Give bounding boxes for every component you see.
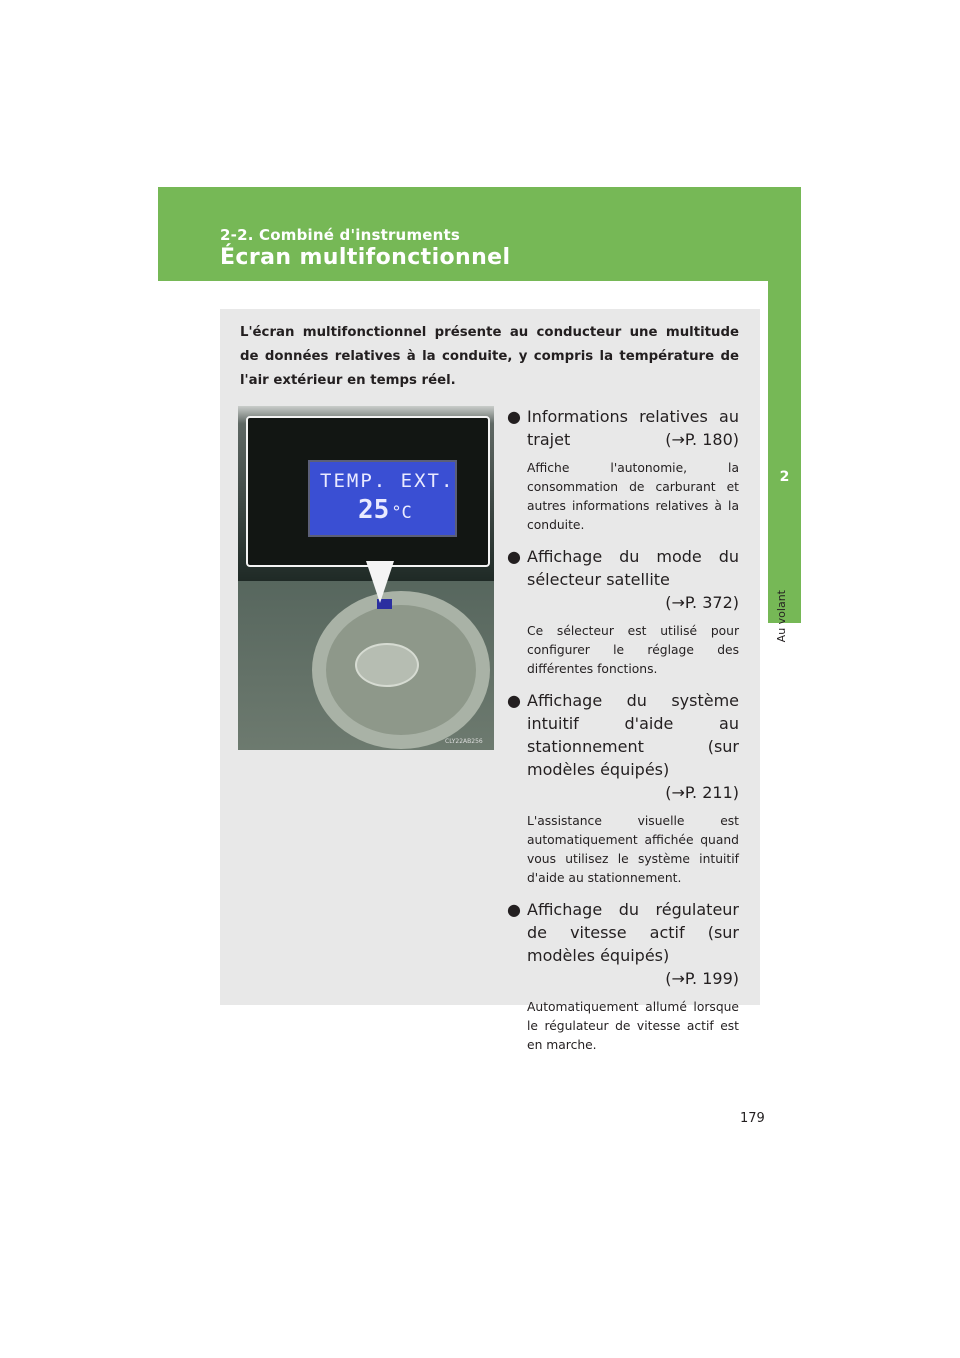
content-panel xyxy=(220,309,760,1052)
temperature-value: 25 xyxy=(358,495,390,525)
item-description: Automatiquement allumé lorsque le régulateur de vitesse actif est en marche. xyxy=(527,1000,739,1052)
item-description: Ce sélecteur est utilisé pour configurer le réglage des différentes fonctions. xyxy=(527,624,739,676)
callout-pointer xyxy=(366,561,394,603)
figure-code: CLY22AB256 xyxy=(445,738,483,745)
item-title xyxy=(507,405,739,451)
temperature-unit: °C xyxy=(391,503,412,523)
item-title xyxy=(507,689,739,804)
page-number: 179 xyxy=(740,1111,765,1126)
header-band xyxy=(158,187,801,281)
display-callout xyxy=(246,416,490,567)
page-reference-link[interactable]: (→P. 199) xyxy=(665,969,739,988)
chapter-label: Au volant xyxy=(775,590,788,643)
steering-hub xyxy=(355,643,419,687)
item-description: Affiche l'autonomie, la consommation de carburant et autres informations relatives à la conduite. xyxy=(527,461,739,532)
bullet-icon: ● xyxy=(507,547,521,566)
page-reference-link[interactable]: (→P. 180) xyxy=(665,430,739,449)
item-title xyxy=(507,898,739,990)
intro-paragraph: L'écran multifonctionnel présente au conducteur une multitude de données relatives à la conduite, y compris la température de l'air extérieur en temps réel. xyxy=(240,325,739,388)
item-title-text: Affichage du mode du sélecteur satellite xyxy=(527,547,739,589)
feature-list xyxy=(507,405,739,1065)
item-title-text: Affichage du système intuitif d'aide au stationnement (sur modèles équipés) xyxy=(527,691,739,779)
list-item xyxy=(507,898,739,1055)
section-label: 2-2. Combiné d'instruments xyxy=(220,226,461,244)
item-title-text: Affichage du régulateur de vitesse actif (sur modèles équipés) xyxy=(527,900,739,965)
page-title: Écran multifonctionnel xyxy=(220,245,511,270)
dashboard-illustration xyxy=(238,406,494,750)
chapter-number: 2 xyxy=(779,469,790,485)
bullet-icon: ● xyxy=(507,407,521,426)
display-label: TEMP. EXT. xyxy=(320,470,455,492)
list-item xyxy=(507,689,739,888)
bullet-icon: ● xyxy=(507,900,521,919)
chapter-tab xyxy=(768,281,801,623)
item-description: L'assistance visuelle est automatiquement affichée quand vous utilisez le système intuitif d'aide au stationnement. xyxy=(527,814,739,885)
item-title xyxy=(507,545,739,614)
item-title-text: Informations relatives au trajet xyxy=(527,407,739,449)
page-reference-link[interactable]: (→P. 372) xyxy=(665,593,739,612)
page-reference-link[interactable]: (→P. 211) xyxy=(665,783,739,802)
display-temperature xyxy=(358,495,412,525)
multi-info-display xyxy=(308,460,457,537)
list-item xyxy=(507,545,739,679)
list-item xyxy=(507,405,739,535)
bullet-icon: ● xyxy=(507,691,521,710)
